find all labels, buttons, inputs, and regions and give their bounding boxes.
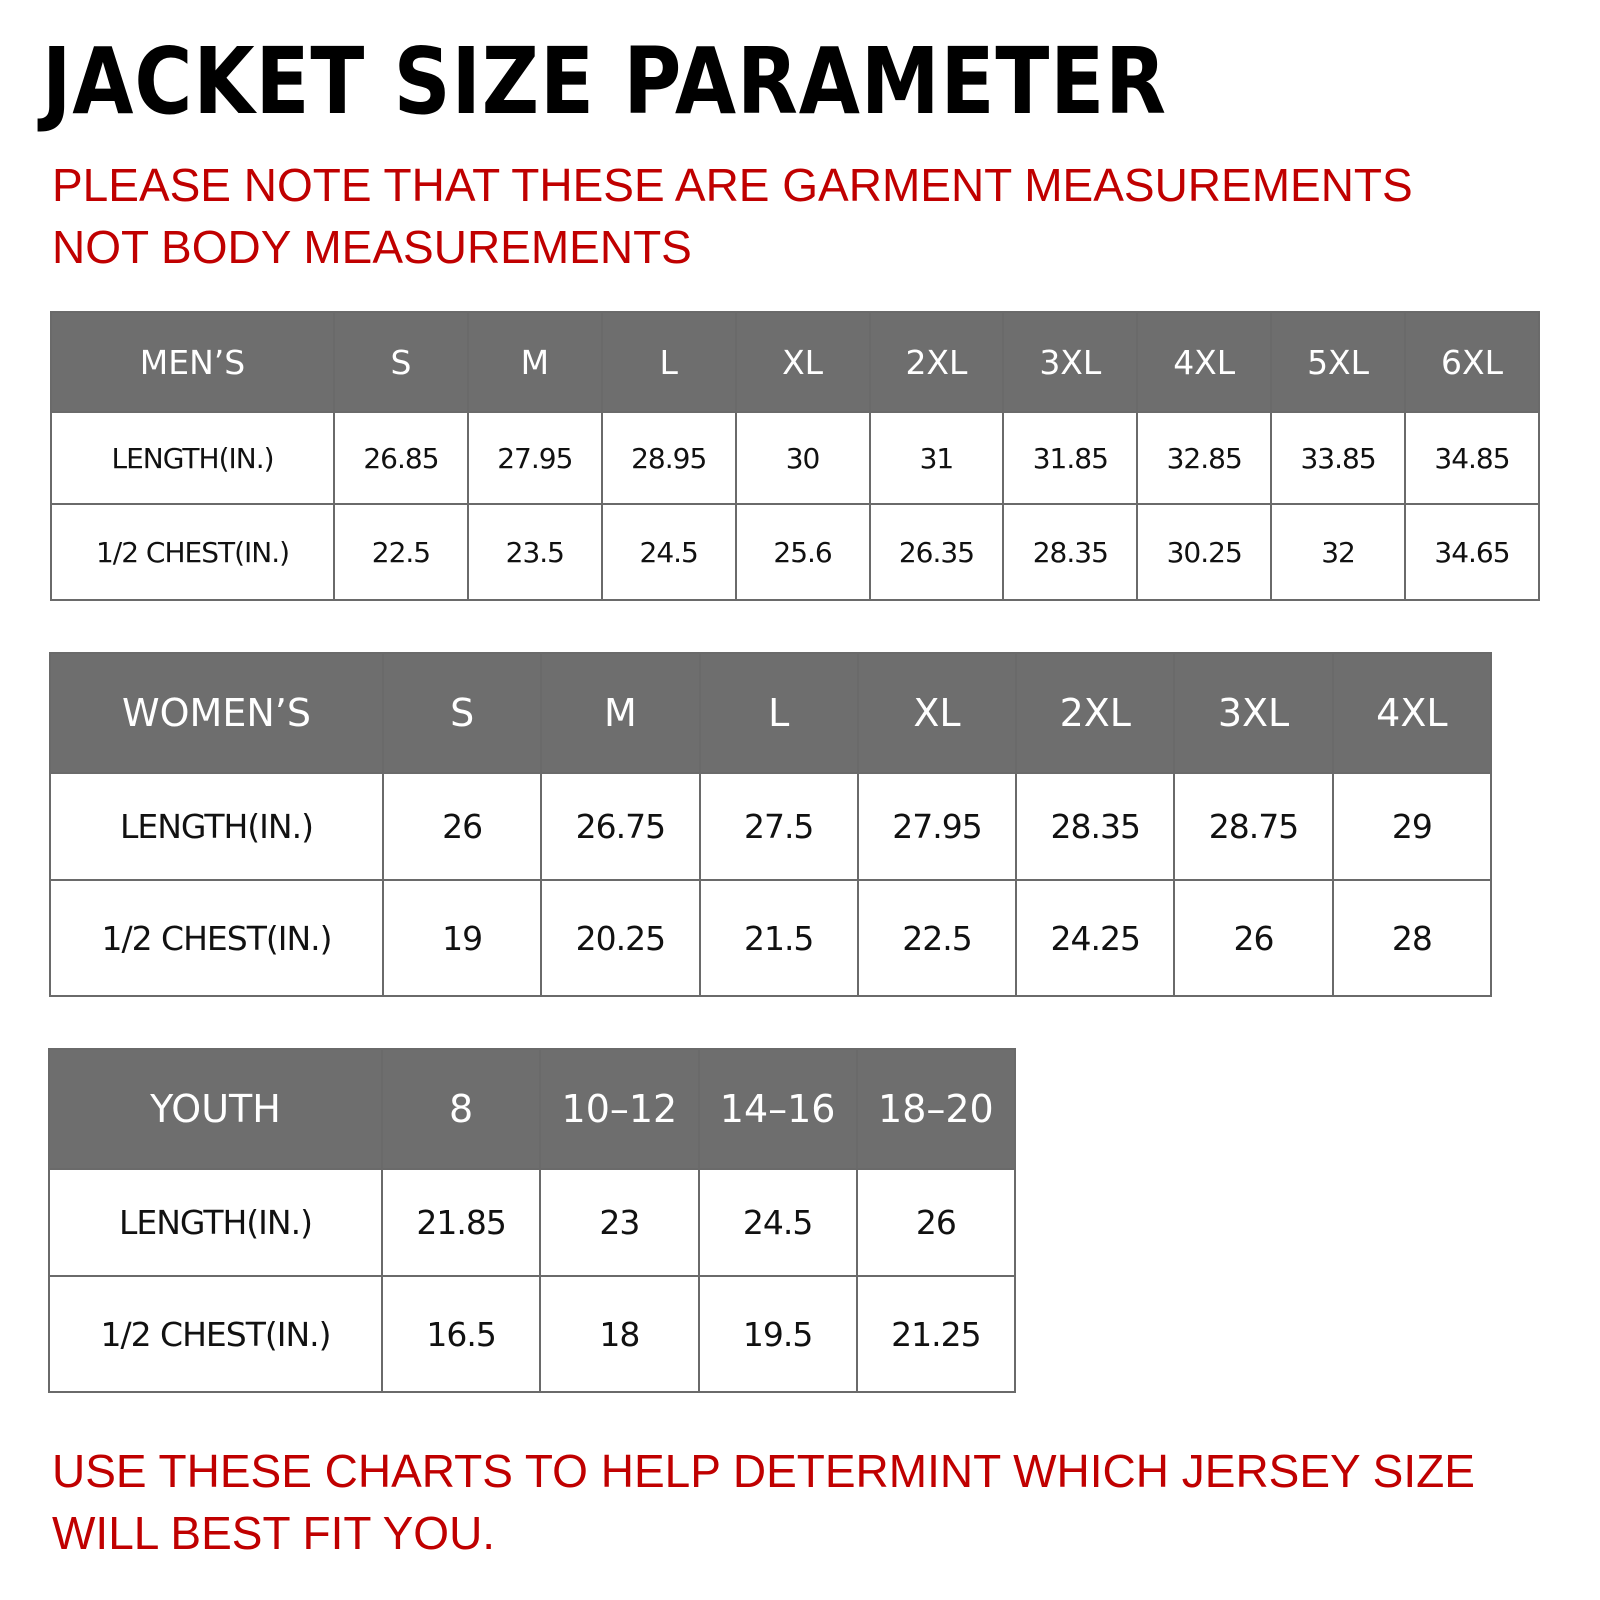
youth-header-label: YOUTH bbox=[49, 1049, 382, 1169]
youth-chest-row bbox=[49, 1276, 1015, 1392]
page-title: JACKET SIZE PARAMETER bbox=[42, 28, 1167, 135]
fit-guidance-note bbox=[52, 1440, 1475, 1564]
table-cell: 21.25 bbox=[857, 1276, 1015, 1392]
table-cell: 24.5 bbox=[602, 504, 736, 600]
youth-size-table bbox=[48, 1048, 1016, 1393]
table-cell: 29 bbox=[1333, 773, 1491, 880]
womens-chest-row bbox=[50, 880, 1491, 996]
table-cell: 27.95 bbox=[858, 773, 1016, 880]
womens-size-header: 2XL bbox=[1016, 653, 1174, 773]
table-cell: 23.5 bbox=[468, 504, 602, 600]
table-cell: 22.5 bbox=[858, 880, 1016, 996]
garment-note bbox=[52, 154, 1413, 278]
table-cell: 27.5 bbox=[700, 773, 858, 880]
table-cell: 21.5 bbox=[700, 880, 858, 996]
mens-size-header: 6XL bbox=[1405, 312, 1539, 412]
table-cell: 30.25 bbox=[1137, 504, 1271, 600]
fit-guidance-line-2: WILL BEST FIT YOU. bbox=[52, 1507, 496, 1559]
womens-size-header: M bbox=[541, 653, 699, 773]
table-cell: 24.5 bbox=[699, 1169, 857, 1276]
mens-size-header: M bbox=[468, 312, 602, 412]
womens-size-table bbox=[49, 652, 1492, 997]
womens-size-header: 3XL bbox=[1174, 653, 1332, 773]
row-label: 1/2 CHEST(IN.) bbox=[49, 1276, 382, 1392]
table-cell: 26.75 bbox=[541, 773, 699, 880]
table-cell: 26.85 bbox=[334, 412, 468, 504]
mens-size-table bbox=[50, 311, 1540, 601]
table-cell: 34.65 bbox=[1405, 504, 1539, 600]
table-cell: 28.75 bbox=[1174, 773, 1332, 880]
table-cell: 26 bbox=[1174, 880, 1332, 996]
mens-size-header: 4XL bbox=[1137, 312, 1271, 412]
row-label: 1/2 CHEST(IN.) bbox=[50, 880, 383, 996]
mens-size-header: S bbox=[334, 312, 468, 412]
table-cell: 19.5 bbox=[699, 1276, 857, 1392]
womens-size-header: 4XL bbox=[1333, 653, 1491, 773]
mens-header-row bbox=[51, 312, 1539, 412]
table-cell: 31.85 bbox=[1003, 412, 1137, 504]
womens-length-row bbox=[50, 773, 1491, 880]
table-cell: 24.25 bbox=[1016, 880, 1174, 996]
mens-size-header: XL bbox=[736, 312, 870, 412]
youth-size-header: 10–12 bbox=[540, 1049, 698, 1169]
womens-size-header: S bbox=[383, 653, 541, 773]
table-cell: 32.85 bbox=[1137, 412, 1271, 504]
table-cell: 22.5 bbox=[334, 504, 468, 600]
table-cell: 21.85 bbox=[382, 1169, 540, 1276]
youth-header-row bbox=[49, 1049, 1015, 1169]
table-cell: 28 bbox=[1333, 880, 1491, 996]
womens-size-header: XL bbox=[858, 653, 1016, 773]
row-label: LENGTH(IN.) bbox=[51, 412, 334, 504]
table-cell: 16.5 bbox=[382, 1276, 540, 1392]
youth-size-header: 18–20 bbox=[857, 1049, 1015, 1169]
table-cell: 30 bbox=[736, 412, 870, 504]
mens-size-header: L bbox=[602, 312, 736, 412]
mens-size-header: 3XL bbox=[1003, 312, 1137, 412]
mens-chest-row bbox=[51, 504, 1539, 600]
table-cell: 28.35 bbox=[1003, 504, 1137, 600]
garment-note-line-2: NOT BODY MEASUREMENTS bbox=[52, 221, 692, 273]
mens-size-header: 2XL bbox=[870, 312, 1004, 412]
table-cell: 34.85 bbox=[1405, 412, 1539, 504]
youth-length-row bbox=[49, 1169, 1015, 1276]
table-cell: 33.85 bbox=[1271, 412, 1405, 504]
table-cell: 28.95 bbox=[602, 412, 736, 504]
womens-header-label: WOMEN’S bbox=[50, 653, 383, 773]
table-cell: 32 bbox=[1271, 504, 1405, 600]
table-cell: 31 bbox=[870, 412, 1004, 504]
table-cell: 23 bbox=[540, 1169, 698, 1276]
table-cell: 26.35 bbox=[870, 504, 1004, 600]
row-label: LENGTH(IN.) bbox=[49, 1169, 382, 1276]
table-cell: 26 bbox=[857, 1169, 1015, 1276]
table-cell: 27.95 bbox=[468, 412, 602, 504]
garment-note-line-1: PLEASE NOTE THAT THESE ARE GARMENT MEASUREMENTS bbox=[52, 159, 1413, 211]
youth-size-header: 14–16 bbox=[699, 1049, 857, 1169]
row-label: LENGTH(IN.) bbox=[50, 773, 383, 880]
fit-guidance-line-1: USE THESE CHARTS TO HELP DETERMINT WHICH JERSEY SIZE bbox=[52, 1445, 1475, 1497]
mens-header-label: MEN’S bbox=[51, 312, 334, 412]
table-cell: 19 bbox=[383, 880, 541, 996]
womens-size-header: L bbox=[700, 653, 858, 773]
table-cell: 26 bbox=[383, 773, 541, 880]
table-cell: 20.25 bbox=[541, 880, 699, 996]
womens-header-row bbox=[50, 653, 1491, 773]
mens-size-header: 5XL bbox=[1271, 312, 1405, 412]
table-cell: 18 bbox=[540, 1276, 698, 1392]
table-cell: 28.35 bbox=[1016, 773, 1174, 880]
table-cell: 25.6 bbox=[736, 504, 870, 600]
youth-size-header: 8 bbox=[382, 1049, 540, 1169]
mens-length-row bbox=[51, 412, 1539, 504]
row-label: 1/2 CHEST(IN.) bbox=[51, 504, 334, 600]
